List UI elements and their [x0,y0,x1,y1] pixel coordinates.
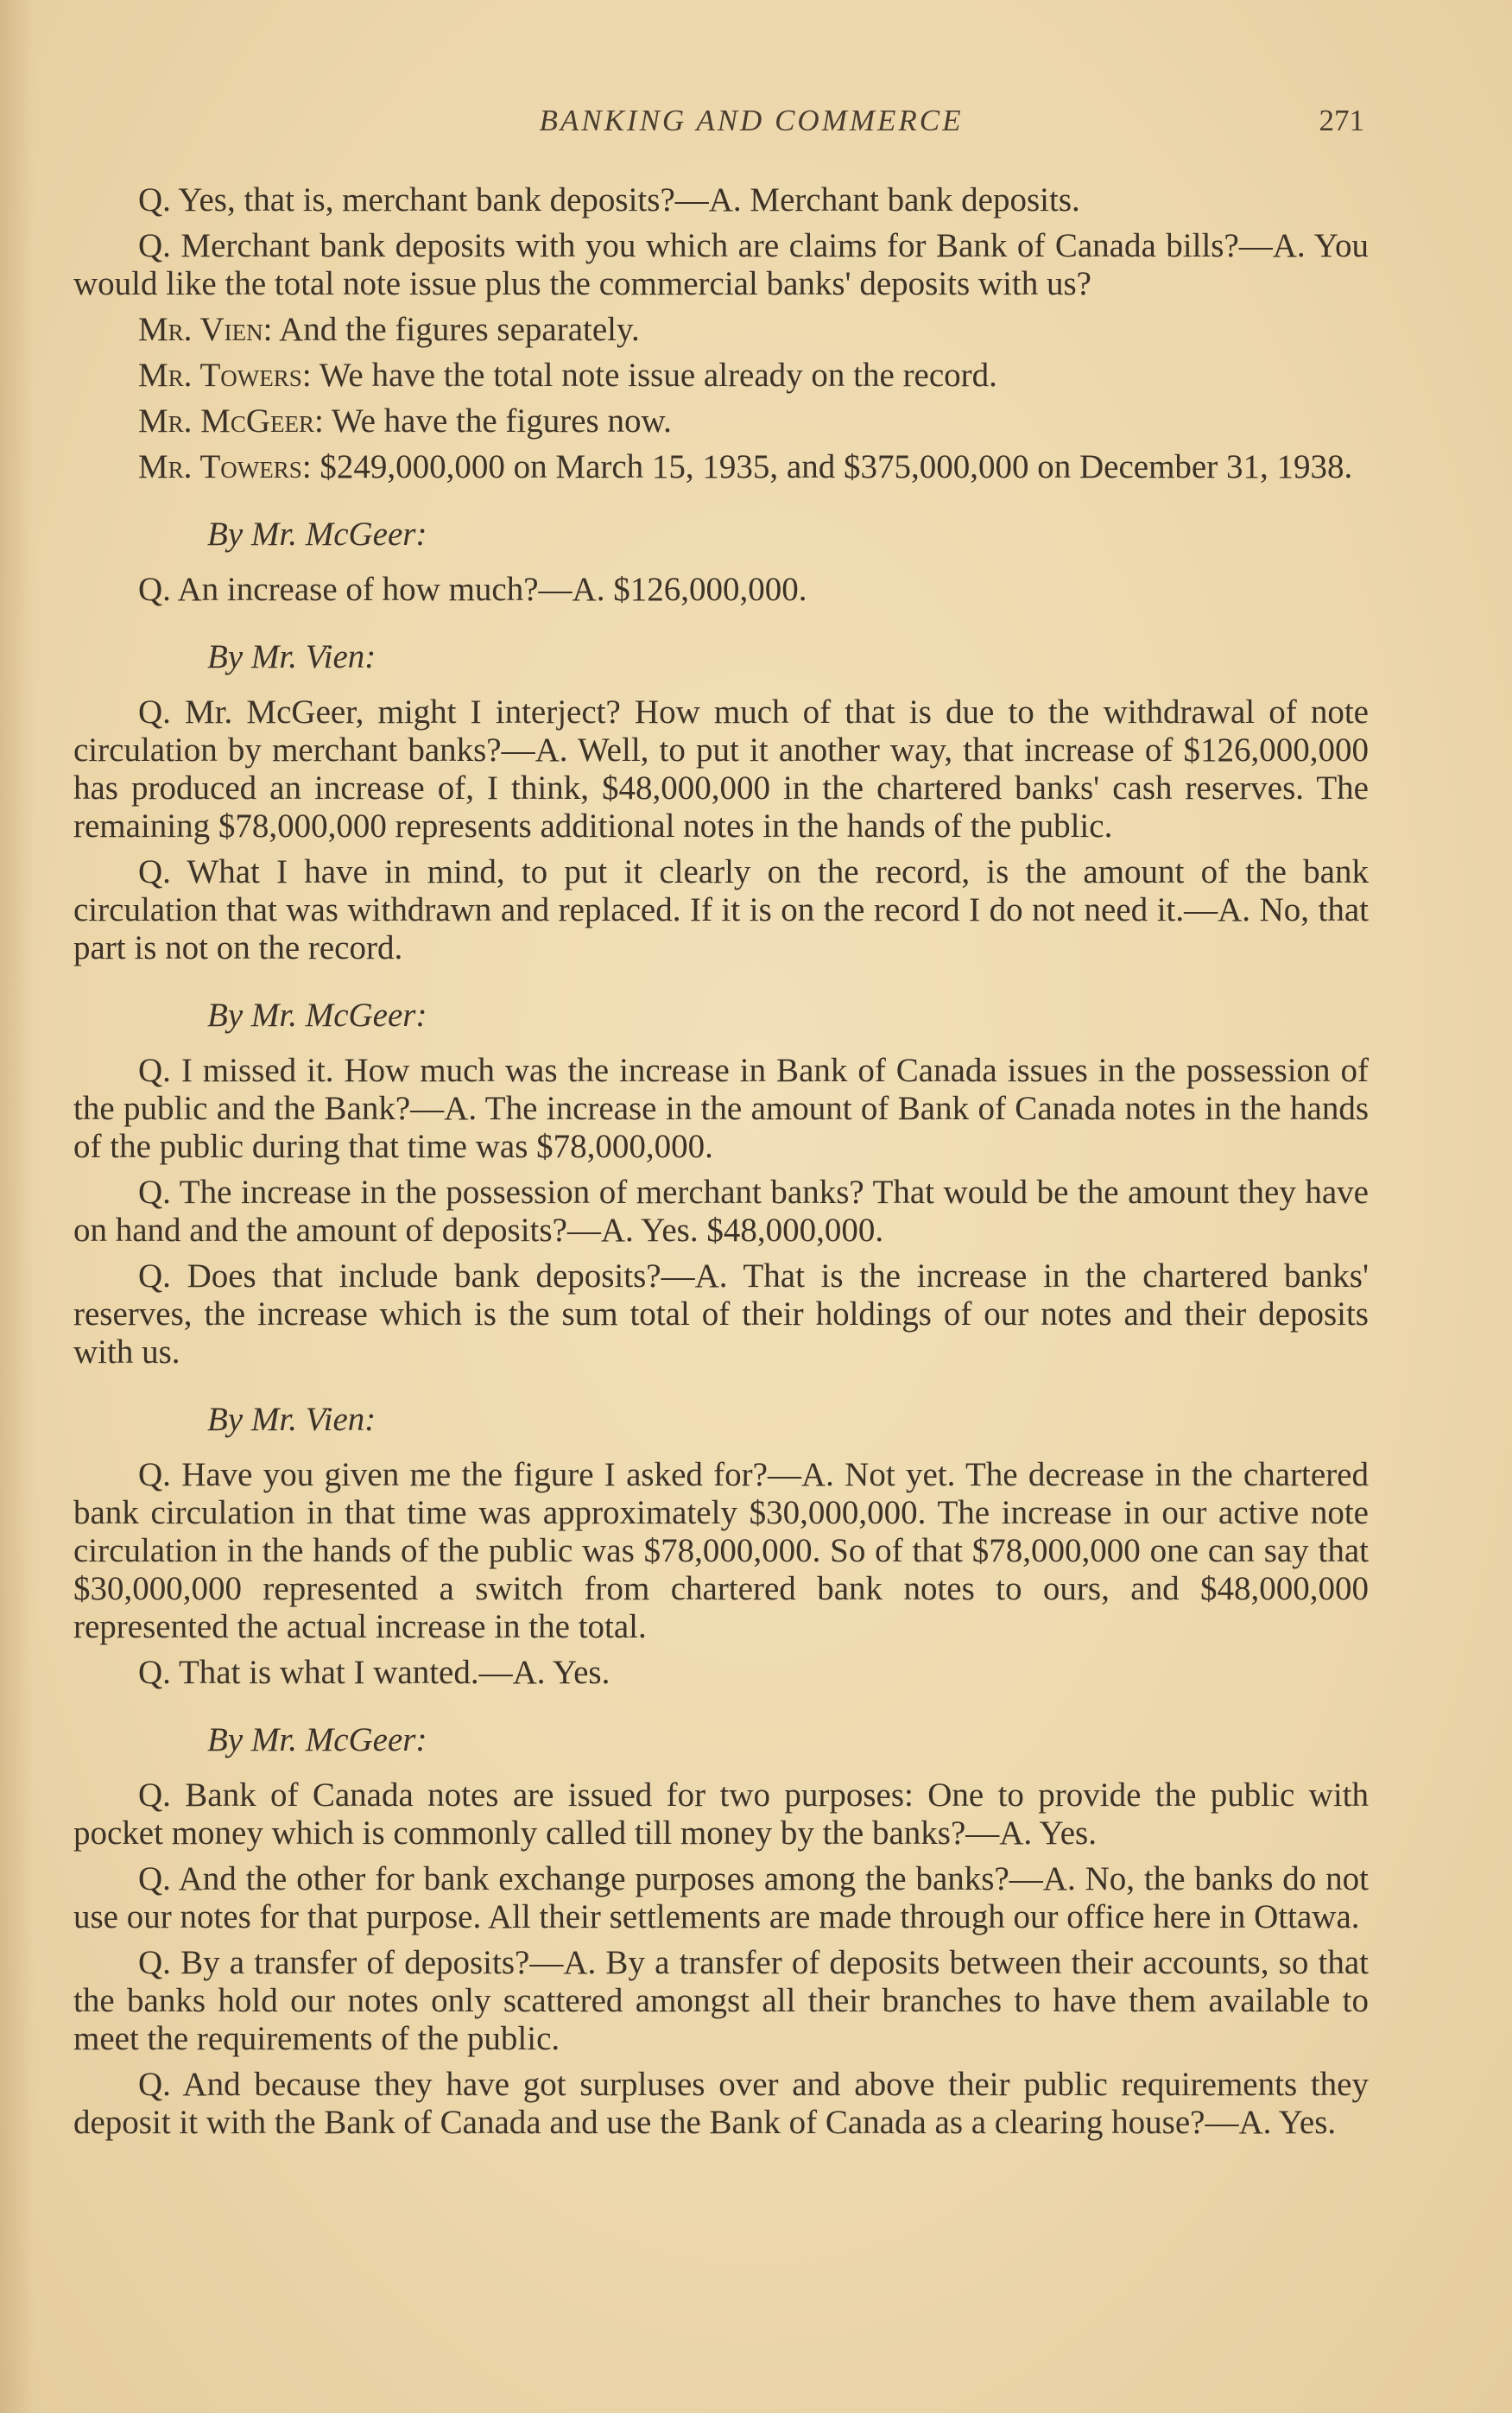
page-body [73,181,1369,2150]
section-byline: By Mr. Vien: [207,1401,376,1438]
speech-text: : $249,000,000 on March 15, 1935, and $375,000,000 on December 31, 1938. [301,448,1353,485]
paragraph: Q. And because they have got surpluses over and above their public requirements they deposit it with the Bank of Canada and use the Bank of Canada as a clearing house?—A. Yes. [73,2066,1369,2141]
speech-paragraph [73,311,1369,349]
page-header [138,104,1364,155]
running-head: BANKING AND COMMERCE [539,104,964,137]
section-byline: By Mr. McGeer: [207,1721,427,1758]
paragraph: Q. Merchant bank deposits with you which are claims for Bank of Canada bills?—A. You would like the total note issue plus the commercial banks' deposits with us? [73,227,1369,302]
paragraph: Q. That is what I wanted.—A. Yes. [138,1654,610,1691]
speech-paragraph [73,402,1369,440]
section-byline: By Mr. Vien: [207,638,376,675]
paragraph: Q. I missed it. How much was the increase in Bank of Canada issues in the possession of the public and the Bank?—A. The increase in the amount of Bank of Canada notes in the hands of the public during that time was $78,000,000. [73,1052,1369,1165]
speech-text: : We have the figures now. [314,402,672,440]
speech-paragraph [73,448,1369,486]
paragraph: Q. The increase in the possession of merchant banks? That would be the amount they have on hand and the amount of deposits?—A. Yes. $48,000,000. [73,1174,1369,1249]
paragraph: Q. Mr. McGeer, might I interject? How much of that is due to the withdrawal of note circulation by merchant banks?—A. Well, to put it another way, that increase of $126,000,000 has produced an increase of, I think, $48,000,000 in the chartered banks' cash reserves. The remaining $78,000,000 represents additional notes in the hands of the public. [73,694,1369,845]
page-number: 271 [1319,104,1364,137]
section-byline: By Mr. McGeer: [207,516,427,553]
paragraph: Q. An increase of how much?—A. $126,000,000. [138,571,807,608]
paragraph: Q. Yes, that is, merchant bank deposits?—A. Merchant bank deposits. [138,181,1080,218]
speech-text: : We have the total note issue already on the record. [301,357,997,394]
speaker-name: Mr. Vien [138,311,263,348]
speaker-name: Mr. McGeer [138,402,315,440]
speech-text: : And the figures separately. [263,311,640,348]
paragraph: Q. Does that include bank deposits?—A. That is the increase in the chartered banks' reserves, the increase which is the sum total of their holdings of our notes and their deposits with us. [73,1257,1369,1371]
paragraph: Q. And the other for bank exchange purposes among the banks?—A. No, the banks do not use our notes for that purpose. All their settlements are made through our office here in Ottawa. [73,1860,1369,1935]
paragraph: Q. Have you given me the figure I asked for?—A. Not yet. The decrease in the chartered bank circulation in that time was approximately $30,000,000. The increase in our active note circulation in the hands of the public was $78,000,000. So of that $78,000,000 one can say that $30,000,000 represented a switch from chartered bank notes to ours, and $48,000,000 represented the actual increase in the total. [73,1456,1369,1645]
paragraph: Q. By a transfer of deposits?—A. By a transfer of deposits between their accounts, so that the banks hold our notes only scattered amongst all their branches to have them available to meet the requirements of the public. [73,1944,1369,2057]
speaker-name: Mr. Towers [138,448,302,485]
section-byline: By Mr. McGeer: [207,997,427,1034]
paragraph: Q. Bank of Canada notes are issued for two purposes: One to provide the public with pocket money which is commonly called till money by the banks?—A. Yes. [73,1776,1369,1852]
paragraph: Q. What I have in mind, to put it clearly on the record, is the amount of the bank circulation that was withdrawn and replaced. If it is on the record I do not need it.—A. No, that part is not on the record. [73,853,1369,966]
speech-paragraph [73,357,1369,395]
speaker-name: Mr. Towers [138,357,302,394]
